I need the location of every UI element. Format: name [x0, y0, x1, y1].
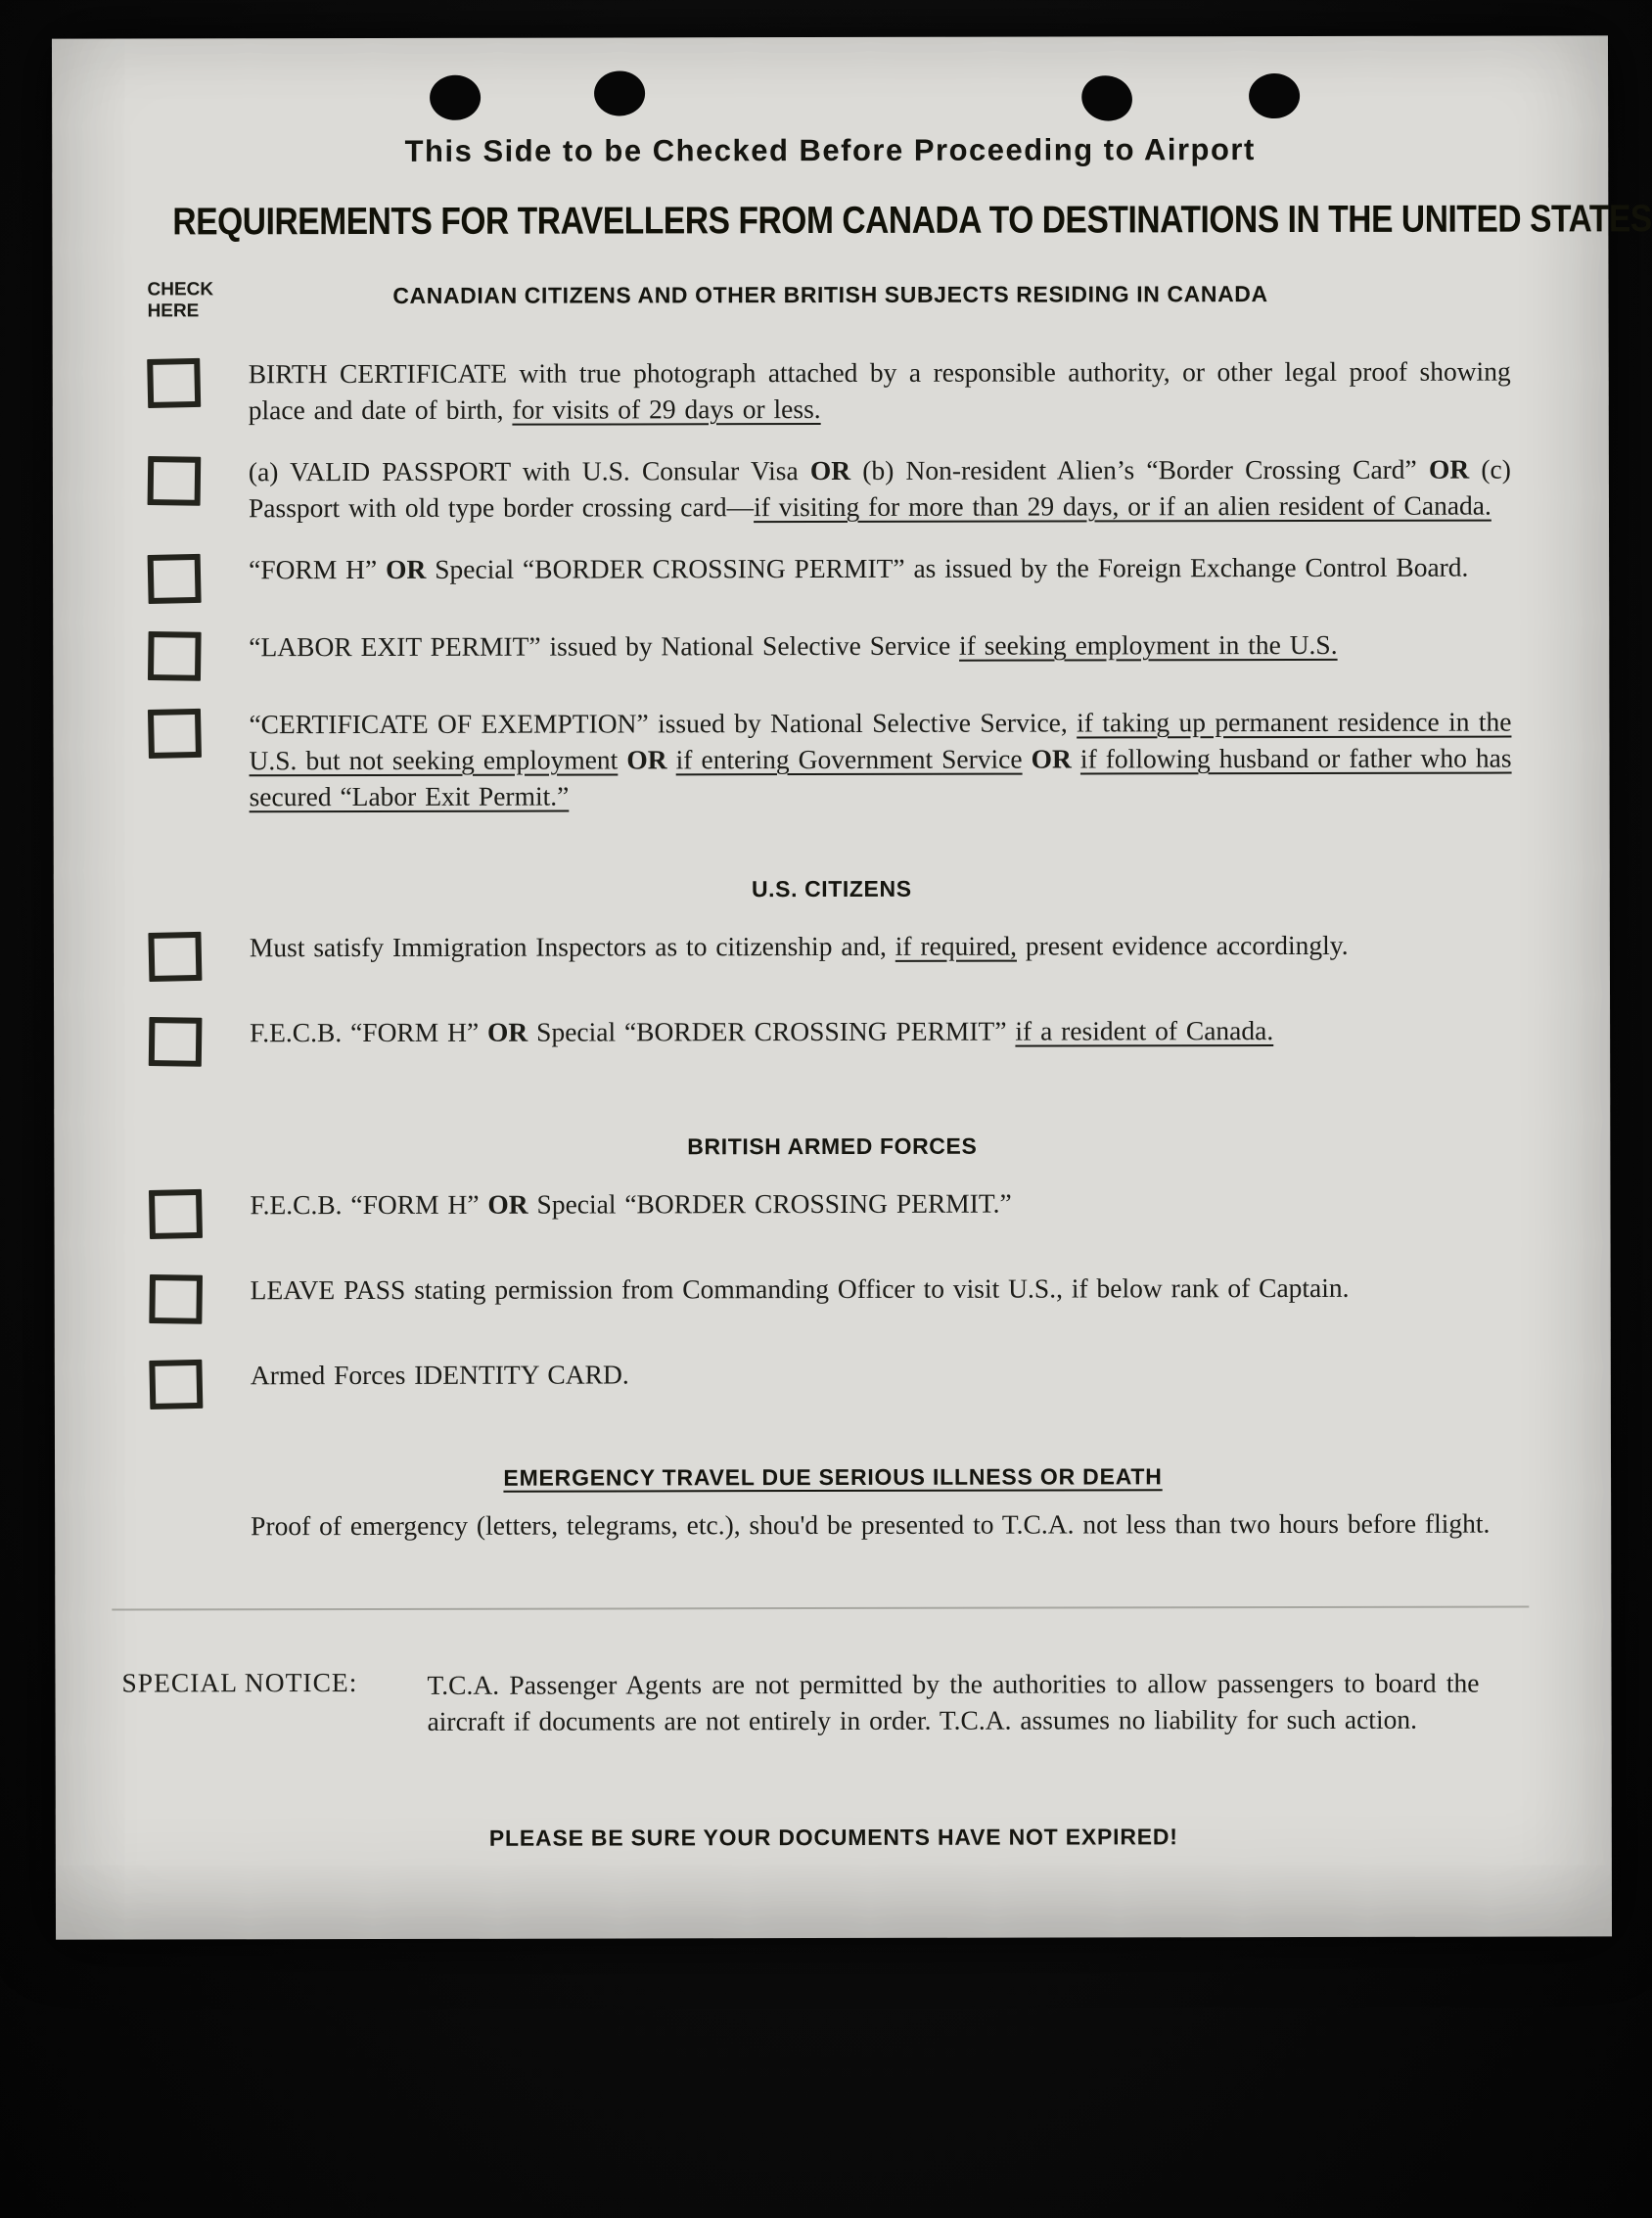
checklist-item — [53, 703, 1609, 814]
document-page — [52, 35, 1652, 1939]
checkbox[interactable] — [148, 631, 202, 681]
top-note: This Side to be Checked Before Proceeding to Airport — [404, 132, 1256, 168]
item-text: Must satisfy Immigration Inspectors as to citizenship and, if required, present evidence accordingly. — [249, 929, 1349, 963]
checklist-item — [55, 1269, 1611, 1323]
item-text: (a) VALID PASSPORT with U.S. Consular Visa OR (b) Non-resident Alien’s “Border Crossing Card” OR (c) Passport with old type border crossing card—if visiting for more than 29 days, or if an alien resident of Canada. — [248, 453, 1511, 524]
punch-hole-icon — [594, 70, 645, 116]
item-text: LEAVE PASS stating permission from Commanding Officer to visit U.S., if below rank of Captain. — [250, 1271, 1350, 1306]
item-text: “FORM H” OR Special “BORDER CROSSING PERMIT” as issued by the Foreign Exchange Control Board. — [249, 551, 1469, 585]
section-heading-canadian-citizens: CANADIAN CITIZENS AND OTHER BRITISH SUBJECTS RESIDING IN CANADA — [392, 281, 1268, 308]
section-heading-emergency-travel: EMERGENCY TRAVEL DUE SERIOUS ILLNESS OR DEATH — [503, 1463, 1163, 1491]
divider — [112, 1606, 1529, 1611]
checkbox[interactable] — [149, 1274, 203, 1324]
section-heading-british-armed-forces: BRITISH ARMED FORCES — [687, 1132, 978, 1160]
checkbox[interactable] — [149, 1360, 203, 1409]
special-notice-body: T.C.A. Passenger Agents are not permitted by the authorities to allow passengers to board the aircraft if documents are not entirely in order. T.C.A. assumes no liability for such action. — [427, 1667, 1480, 1736]
check-here-label: CHECK HERE — [147, 279, 214, 322]
item-text: F.E.C.B. “FORM H” OR Special “BORDER CROSSING PERMIT” if a resident of Canada. — [250, 1015, 1274, 1048]
checkbox[interactable] — [147, 358, 201, 408]
page-title-text: REQUIREMENTS FOR TRAVELLERS FROM CANADA TO DESTINATIONS IN THE UNITED STATES — [172, 198, 1652, 244]
checklist-us-citizens — [54, 926, 1610, 1066]
checklist-item — [53, 548, 1609, 603]
punch-hole-icon — [430, 75, 481, 120]
emergency-travel-body: Proof of emergency (letters, telegrams, etc.), shou'd be presented to T.C.A. not less than two hours before flight. — [251, 1507, 1491, 1542]
punch-hole-icon — [1249, 73, 1300, 118]
checklist-item — [54, 926, 1610, 981]
item-text: “LABOR EXIT PERMIT” issued by National Selective Service if seeking employment in the U.S. — [249, 628, 1338, 663]
item-text: “CERTIFICATE OF EXEMPTION” issued by National Selective Service, if taking up permanent residence in the U.S. but not seeking employment OR if entering Government Service OR if following husband or father who has secured “Labor Exit Permit.” — [249, 706, 1512, 812]
checklist-item — [54, 1183, 1610, 1238]
checklist-item — [55, 1354, 1611, 1409]
footer-reminder: PLEASE BE SURE YOUR DOCUMENTS HAVE NOT EXPIRED! — [488, 1824, 1178, 1851]
checkbox[interactable] — [149, 1017, 203, 1067]
page-title — [52, 198, 1652, 244]
section-heading-us-citizens: U.S. CITIZENS — [751, 875, 912, 902]
section-header-row — [52, 280, 1608, 334]
checklist-item — [53, 352, 1609, 428]
punch-hole-icon — [1077, 70, 1137, 126]
checklist-british-armed-forces — [54, 1183, 1610, 1409]
checkbox[interactable] — [149, 1189, 203, 1239]
item-text: BIRTH CERTIFICATE with true photograph attached by a responsible authority, or other legal proof showing place and date of birth, for visits of 29 days or less. — [248, 355, 1511, 426]
checklist-canadian-citizens — [53, 352, 1610, 814]
checkbox[interactable] — [148, 932, 202, 982]
checklist-item — [54, 1011, 1610, 1066]
checkbox[interactable] — [148, 709, 202, 759]
item-text: F.E.C.B. “FORM H” OR Special “BORDER CROSSING PERMIT.” — [250, 1187, 1012, 1221]
special-notice-label: SPECIAL NOTICE: — [121, 1667, 358, 1698]
checklist-item — [53, 450, 1609, 526]
checkbox[interactable] — [148, 456, 202, 506]
special-notice — [55, 1664, 1611, 1739]
item-text: Armed Forces IDENTITY CARD. — [250, 1359, 629, 1391]
checkbox[interactable] — [148, 554, 202, 604]
checklist-item — [53, 625, 1609, 680]
